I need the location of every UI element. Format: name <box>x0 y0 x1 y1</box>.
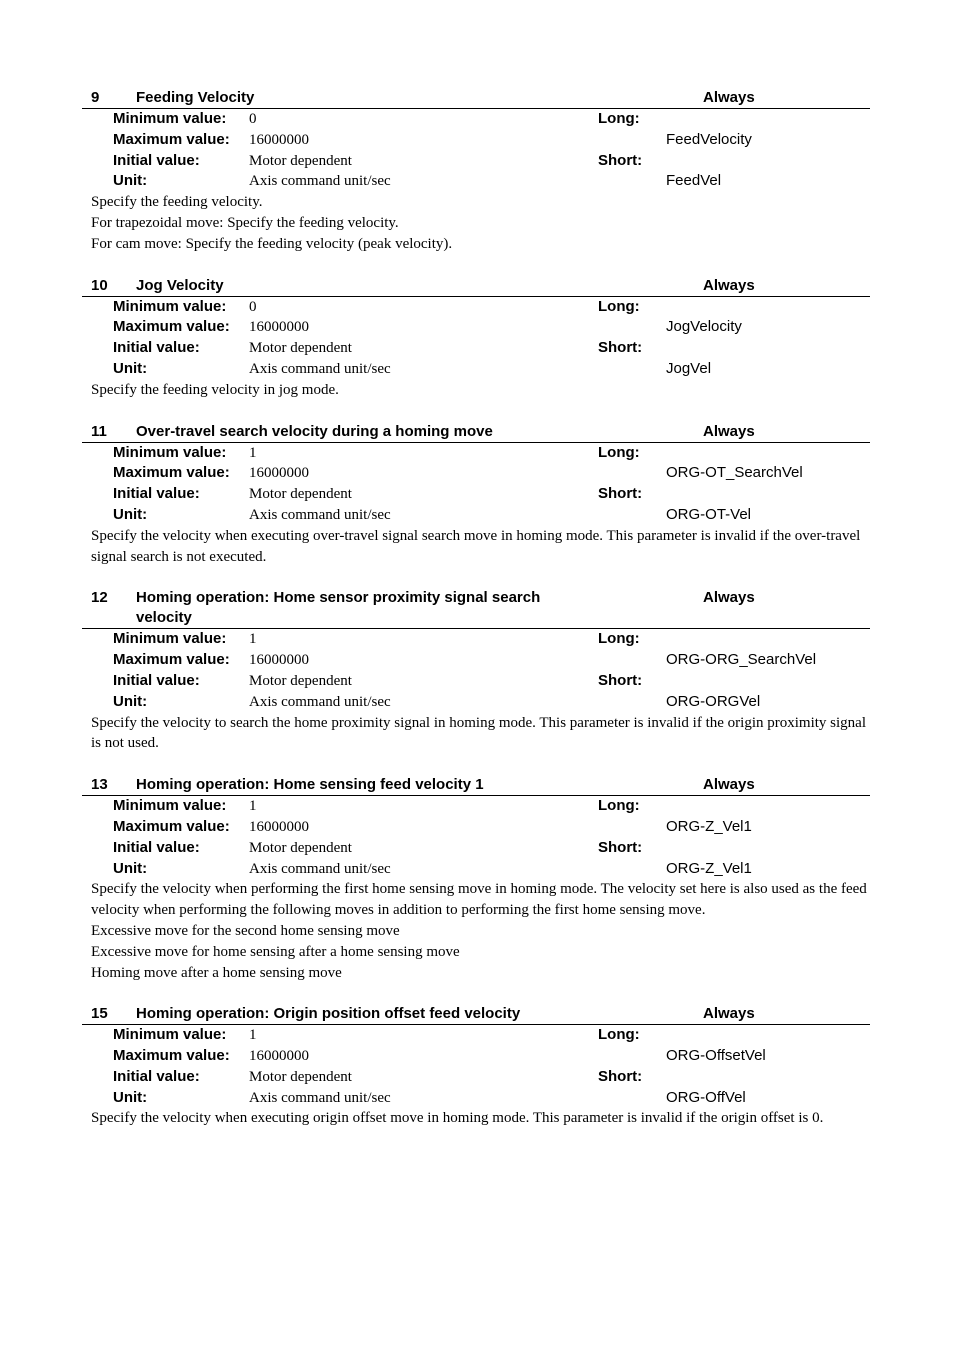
short-name: ORG-OffVel <box>666 1088 746 1106</box>
parameter-header <box>82 775 870 796</box>
parameter-header <box>82 276 870 297</box>
min-value: 1 <box>249 444 257 461</box>
max-value: 16000000 <box>249 131 309 148</box>
short-name: ORG-OT-Vel <box>666 505 752 523</box>
unit-label: Unit: <box>113 359 148 377</box>
short-name: FeedVel <box>666 172 722 190</box>
short-label: Short: <box>598 485 643 503</box>
max-label: Maximum value: <box>113 817 230 835</box>
parameter-number: 9 <box>91 89 100 106</box>
long-name: FeedVelocity <box>666 130 752 148</box>
initial-label: Initial value: <box>113 485 200 503</box>
parameter-timing: Always <box>703 422 755 440</box>
long-label: Long: <box>598 797 640 815</box>
description-line: Specify the velocity to search the home proximity signal in homing mode. This parameter is invalid if the origin proximity signal is not used. <box>91 714 866 752</box>
min-value: 0 <box>249 298 257 315</box>
min-value: 1 <box>249 631 257 648</box>
initial-label: Initial value: <box>113 838 200 856</box>
parameter-title: Homing operation: Home sensor proximity signal search velocity <box>136 589 541 627</box>
parameter-title: Homing operation: Origin position offset feed velocity <box>136 1005 521 1023</box>
long-label: Long: <box>598 443 640 461</box>
unit-value: Axis command unit/sec <box>249 860 391 877</box>
min-label: Minimum value: <box>113 1026 227 1044</box>
max-value: 16000000 <box>249 319 309 336</box>
parameter-values <box>113 629 870 712</box>
parameter-timing: Always <box>703 589 755 607</box>
parameter-description <box>91 879 870 983</box>
min-label: Minimum value: <box>113 630 227 648</box>
max-value: 16000000 <box>249 818 309 835</box>
initial-label: Initial value: <box>113 151 200 169</box>
initial-value: Motor dependent <box>249 672 352 689</box>
parameter-block-12 <box>82 588 870 754</box>
parameter-title: Feeding Velocity <box>136 89 255 106</box>
description-line: For cam move: Specify the feeding velocity (peak velocity). <box>91 235 453 252</box>
initial-label: Initial value: <box>113 339 200 357</box>
initial-value: Motor dependent <box>249 839 352 856</box>
description-line: Excessive move for home sensing after a home sensing move <box>91 943 460 960</box>
parameter-number: 10 <box>91 276 108 294</box>
description-line: Excessive move for the second home sensing move <box>91 922 400 939</box>
unit-value: Axis command unit/sec <box>249 360 391 377</box>
unit-value: Axis command unit/sec <box>249 693 391 710</box>
short-name: ORG-Z_Vel1 <box>666 859 752 877</box>
parameter-values <box>113 297 870 380</box>
parameter-title: Over-travel search velocity during a homing move <box>136 422 493 440</box>
max-label: Maximum value: <box>113 1047 230 1065</box>
initial-label: Initial value: <box>113 1067 200 1085</box>
max-value: 16000000 <box>249 465 309 482</box>
long-name: ORG-Z_Vel1 <box>666 817 752 835</box>
description-line: Specify the velocity when executing over-travel signal search move in homing mode. This parameter is invalid if the over-travel signal search is not executed. <box>91 527 861 565</box>
long-label: Long: <box>598 110 640 127</box>
parameter-timing: Always <box>703 89 755 106</box>
initial-value: Motor dependent <box>249 152 352 169</box>
unit-label: Unit: <box>113 1088 148 1106</box>
long-name: ORG-OffsetVel <box>666 1047 766 1065</box>
max-value: 16000000 <box>249 1048 309 1065</box>
parameter-timing: Always <box>703 1005 755 1023</box>
short-label: Short: <box>598 151 643 169</box>
parameter-header <box>82 1004 870 1025</box>
min-label: Minimum value: <box>113 110 227 127</box>
description-line: Homing move after a home sensing move <box>91 964 342 981</box>
min-value: 1 <box>249 1027 257 1044</box>
parameter-header <box>82 422 870 443</box>
parameter-block-9 <box>82 88 870 255</box>
parameter-description <box>91 713 870 755</box>
parameter-timing: Always <box>703 276 755 294</box>
parameter-title: Jog Velocity <box>136 276 224 294</box>
parameter-header <box>82 88 870 109</box>
min-value: 0 <box>249 111 257 127</box>
initial-value: Motor dependent <box>249 486 352 503</box>
unit-value: Axis command unit/sec <box>249 506 391 523</box>
unit-label: Unit: <box>113 692 148 710</box>
min-label: Minimum value: <box>113 443 227 461</box>
parameter-block-15 <box>82 1004 870 1129</box>
parameter-block-11 <box>82 422 870 568</box>
parameter-timing: Always <box>703 776 755 794</box>
parameter-number: 12 <box>91 589 108 607</box>
unit-label: Unit: <box>113 859 148 877</box>
parameter-values <box>113 443 870 526</box>
long-label: Long: <box>598 630 640 648</box>
description-line: Specify the velocity when executing origin offset move in homing mode. This parameter is invalid if the origin offset is 0. <box>91 1110 824 1127</box>
max-value: 16000000 <box>249 652 309 669</box>
initial-label: Initial value: <box>113 671 200 689</box>
short-label: Short: <box>598 1067 643 1085</box>
description-line: For trapezoidal move: Specify the feeding velocity. <box>91 214 399 231</box>
initial-value: Motor dependent <box>249 340 352 357</box>
max-label: Maximum value: <box>113 651 230 669</box>
parameter-block-13 <box>82 775 870 983</box>
min-label: Minimum value: <box>113 297 227 315</box>
parameter-description <box>91 192 870 254</box>
parameter-description <box>91 526 870 568</box>
description-line: Specify the feeding velocity in jog mode. <box>91 381 339 398</box>
long-label: Long: <box>598 1026 640 1044</box>
parameter-block-10 <box>82 276 870 401</box>
min-value: 1 <box>249 798 257 815</box>
unit-label: Unit: <box>113 505 148 523</box>
parameter-number: 13 <box>91 776 108 794</box>
parameter-values <box>113 796 870 879</box>
short-label: Short: <box>598 339 643 357</box>
max-label: Maximum value: <box>113 130 230 148</box>
description-line: Specify the feeding velocity. <box>91 194 263 211</box>
short-name: JogVel <box>666 359 712 377</box>
short-label: Short: <box>598 838 643 856</box>
initial-value: Motor dependent <box>249 1068 352 1085</box>
short-label: Short: <box>598 671 643 689</box>
long-label: Long: <box>598 297 640 315</box>
long-name: ORG-ORG_SearchVel <box>666 651 817 669</box>
parameter-title: Homing operation: Home sensing feed velocity 1 <box>136 776 484 794</box>
short-name: ORG-ORGVel <box>666 692 761 710</box>
unit-value: Axis command unit/sec <box>249 1089 391 1106</box>
long-name: ORG-OT_SearchVel <box>666 464 803 482</box>
parameter-description <box>91 380 870 401</box>
unit-value: Axis command unit/sec <box>249 173 391 190</box>
min-label: Minimum value: <box>113 797 227 815</box>
parameter-number: 11 <box>91 422 107 440</box>
max-label: Maximum value: <box>113 464 230 482</box>
parameter-description <box>91 1108 870 1129</box>
parameter-header <box>82 588 870 629</box>
max-label: Maximum value: <box>113 318 230 336</box>
unit-label: Unit: <box>113 172 148 190</box>
parameter-number: 15 <box>91 1005 108 1023</box>
long-name: JogVelocity <box>666 318 742 336</box>
document-page <box>82 88 870 1150</box>
parameter-values <box>113 1025 870 1108</box>
parameter-values <box>113 109 870 192</box>
description-line: Specify the velocity when performing the first home sensing move in homing mode. The velocity set here is also used as the feed velocity when performing the following moves in addition to performing the first home sensing move. <box>91 881 867 919</box>
